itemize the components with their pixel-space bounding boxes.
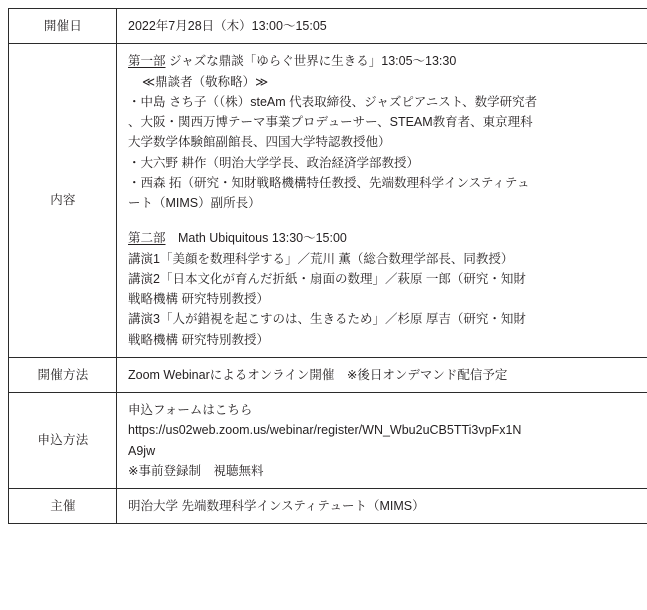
event-details-table [8,8,647,524]
row-label-method: 開催方法 [9,357,117,392]
row-label-application: 申込方法 [9,393,117,489]
row-value-method [117,357,647,392]
row-label-date: 開催日 [9,9,117,44]
organizer-text: 明治大学 先端数理科学インスティテュート（MIMS） [128,499,425,513]
row-label-content: 内容 [9,44,117,358]
application-form-text: 申込フォームはこちら [128,403,253,417]
table-row [9,489,647,524]
date-text: 2022年7月28日（木）13:00〜15:05 [128,19,327,33]
part1-speaker-line: ・大六野 耕作（明治大学学長、政治経済学部教授） [128,155,419,170]
table-row [9,44,647,358]
part2-lecture-line: 講演3「人が錯視を起こすのは、生きるため」／杉原 厚吉（研究・知財 [128,312,526,327]
part1-speaker-line: ・西森 拓（研究・知財戦略機構特任教授、先端数理科学インスティテュ [128,175,530,190]
part2-lecture-line: 講演2「日本文化が育んだ折紙・扇面の数理」／萩原 一郎（研究・知財 [128,271,526,286]
part1-subheading: ≪鼎談者（敬称略）≫ [142,74,269,89]
row-value-date [117,9,647,44]
part1-speaker-line: ート（MIMS）副所長） [128,196,261,210]
part1-heading-rest: ジャズな鼎談「ゆらぐ世界に生きる」13:05〜13:30 [165,54,457,69]
part2-heading-underline: 第二部 [128,231,166,246]
part2-lecture-line: 戦略機構 研究特別教授） [128,292,269,306]
row-value-content [117,44,647,358]
part1-heading-underline: 第一部 [128,54,166,69]
table-row [9,357,647,392]
table-row [9,393,647,489]
part1-heading [128,51,647,71]
row-value-application [117,393,647,489]
row-value-organizer [117,489,647,524]
part2-heading-rest: Math Ubiquitous 13:30〜15:00 [165,231,347,246]
table-row [9,9,647,44]
application-url-line[interactable]: https://us02web.zoom.us/webinar/register/WN_Wbu2uCB5TTi3vpFx1N [128,423,522,438]
application-url-line[interactable]: A9jw [128,443,156,458]
part2-heading [128,228,647,248]
row-label-organizer: 主催 [9,489,117,524]
part2-lecture-line: 講演1「美顔を数理科学する」／荒川 薫（総合数理学部長、同教授） [128,251,514,266]
application-note: ※事前登録制 視聴無料 [128,463,264,478]
part1-speaker-line: 、大阪・関西万博テーマ事業プロデューサー、STEAM教育者、東京理科 [128,115,533,129]
part1-speaker-line: 大学数学体験館副館長、四国大学特認教授他） [128,135,391,150]
part2-lecture-line: 戦略機構 研究特別教授） [128,332,269,347]
part1-speaker-line: ・中島 さち子（（株）steAm 代表取締役、ジャズピアニスト、数学研究者 [128,94,538,109]
section-spacer [128,213,647,228]
method-text: Zoom Webinarによるオンライン開催 ※後日オンデマンド配信予定 [128,367,508,382]
